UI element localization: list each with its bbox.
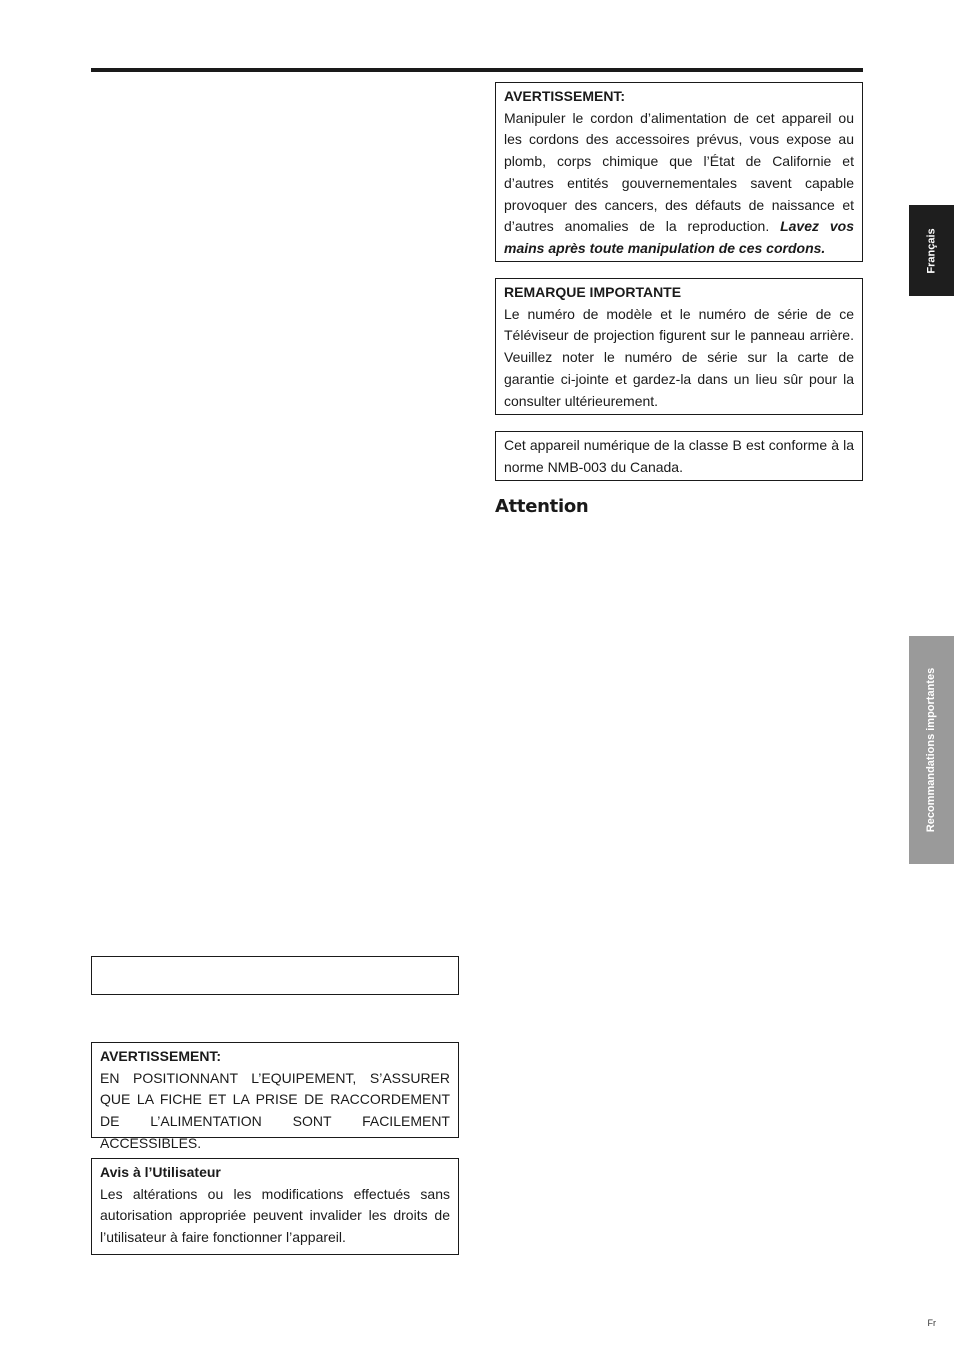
language-tab-label: Français (925, 227, 938, 274)
user-notice-text: Les altérations ou les modifications effectués sans autorisation appropriée peuvent invalider les droits de l’utilisateur à faire fonctionner l’appareil. (100, 1185, 450, 1246)
attention-heading: Attention (495, 496, 589, 517)
warning-cord-title: AVERTISSEMENT: (504, 88, 626, 104)
empty-box (91, 956, 459, 995)
user-notice-box (91, 1158, 459, 1255)
warning-cord-text: Manipuler le cordon d’alimentation de cet appareil ou les cordons des accessoires prévus, vous expose au plomb, corps chimique que l’État de Californie et d’autres entités gouvernementales savent capable provoquer des cancers, des défauts de naissance et d’autres anomalies de la reproduction. (504, 109, 854, 235)
important-note-text: Le numéro de modèle et le numéro de série de ce Téléviseur de projection figurent sur le panneau arrière. Veuillez noter le numéro de série sur la carte de garantie ci-jointe et gardez-la dans un lieu sûr pour la consulter ultérieurement. (504, 305, 854, 409)
important-note-box (495, 278, 863, 415)
warning-plug-title: AVERTISSEMENT: (100, 1048, 222, 1064)
warning-plug-text: EN POSITIONNANT L’EQUIPEMENT, S’ASSURER QUE LA FICHE ET LA PRISE DE RACCORDEMENT DE L’ALIMENTATION SONT FACILEMENT ACCESSIBLES. (100, 1069, 450, 1151)
top-rule (91, 68, 863, 72)
page-label: Fr (927, 1318, 936, 1328)
user-notice-title: Avis à l’Utilisateur (100, 1164, 221, 1180)
language-tab[interactable] (909, 205, 954, 296)
important-note-title: REMARQUE IMPORTANTE (504, 284, 682, 300)
section-tab-label: Recommandations importantes (925, 667, 938, 833)
warning-cord-box (495, 82, 863, 262)
section-tab[interactable] (909, 636, 954, 864)
warning-cord-emphasis: Lavez vos mains après toute manipulation de ces cordons. (504, 218, 854, 256)
canada-notice-box (495, 431, 863, 481)
canada-notice-text: Cet appareil numérique de la classe B est conforme à la norme NMB-003 du Canada. (504, 437, 854, 475)
warning-plug-box (91, 1042, 459, 1151)
